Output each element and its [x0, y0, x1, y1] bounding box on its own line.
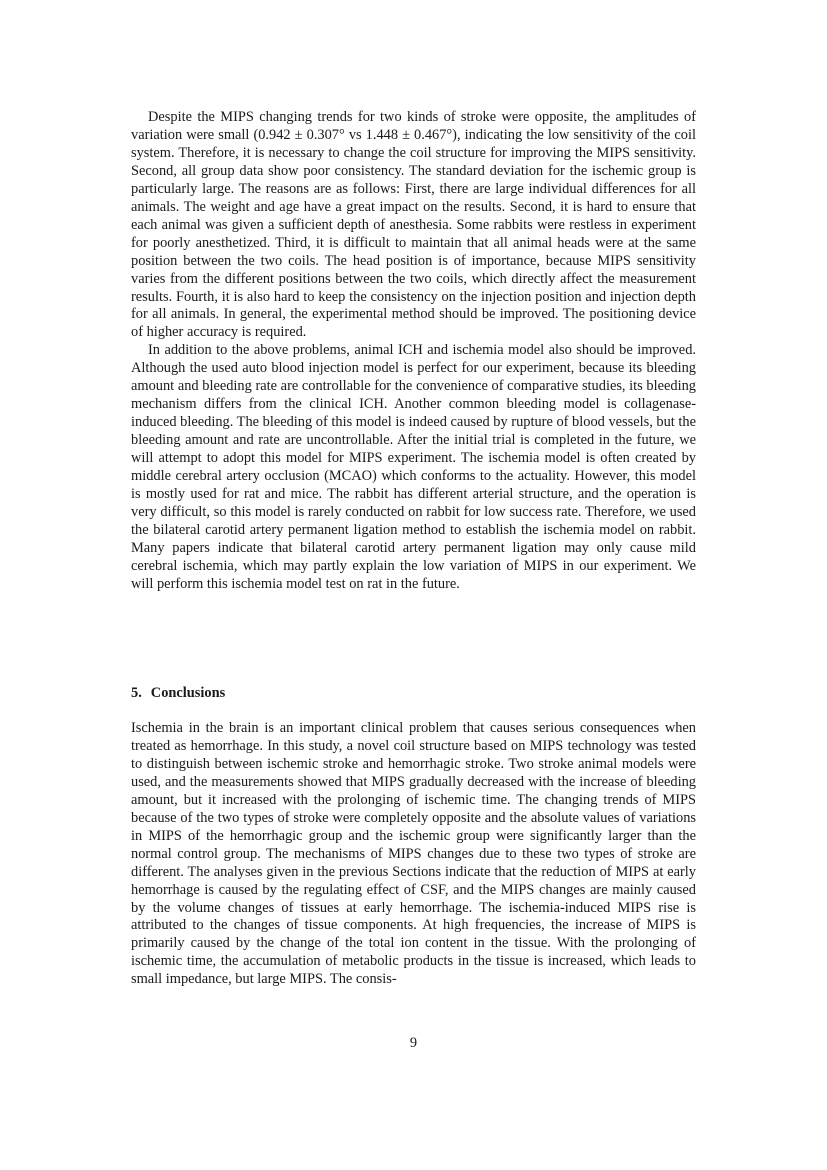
paragraph-conclusions: Ischemia in the brain is an important clinical problem that causes serious consequences when treated as hemorrhage. In this study, a novel coil structure based on MIPS technology was tested to distinguish between ischemic stroke and hemorrhagic stroke. Two stroke animal models were used, and the measurements showed that MIPS gradually decreased with the increase of bleeding amount, but it increased with the prolonging of ischemic time. The changing trends of MIPS because of the two types of stroke were completely opposite and the absolute values of variations in MIPS of the hemorrhagic group and the ischemic group were significantly larger than the normal control group. The mechanisms of MIPS changes due to these two types of stroke are different. The analyses given in the previous Sections indicate that the reduction of MIPS at early hemorrhage is caused by the regulating effect of CSF, and the MIPS changes are mainly caused by the volume changes of tissues at early hemorrhage. The ischemia-induced MIPS rise is attributed to the changes of tissue components. At high frequencies, the increase of MIPS is primarily caused by the change of the total ion content in the tissue. With the prolonging of ischemic time, the accumulation of metabolic products in the tissue is increased, which leads to small impedance, but large MIPS. The consis-: [131, 720, 696, 988]
page-number: 9: [409, 1035, 418, 1051]
paragraph-coil-sensitivity: Despite the MIPS changing trends for two kinds of stroke were opposite, the amplitudes of variation were small (0.942 ± 0.307° vs 1.448 ± 0.467°), indicating the low sensitivity of the coil system. Therefore, it is necessary to change the coil structure for improving the MIPS sensitivity. Second, all group data show poor consistency. The standard deviation for the ischemic group is particularly large. The reasons are as follows: First, there are large individual differences for all animals. The weight and age have a great impact on the results. Second, it is hard to ensure that each animal was given a sufficient depth of anesthesia. Some rabbits were restless in experiment for poorly anesthetized. Third, it is difficult to maintain that all animal heads were at the same position between the two coils. The head position is of importance, because MIPS sensitivity varies from the different positions between the two coils, which directly affect the measurement results. Fourth, it is also hard to keep the consistency on the injection position and injection depth for all animals. In general, the experimental method should be improved. The positioning device of higher accuracy is required.: [131, 109, 696, 341]
discussion-text: [131, 109, 696, 594]
section-heading-conclusions: [131, 684, 225, 702]
section-title: Conclusions: [150, 685, 226, 701]
conclusions-text: [131, 720, 696, 989]
paragraph-animal-models: In addition to the above problems, animal ICH and ischemia model also should be improved. Although the used auto blood injection model is perfect for our experiment, because its bleeding amount and bleeding rate are controllable for the convenience of comparative studies, its bleeding mechanism differs from the clinical ICH. Another common bleeding model is collagenase-induced bleeding. The bleeding of this model is indeed caused by rupture of blood vessels, but the bleeding amount and rate are uncontrollable. After the initial trial is completed in the future, we will attempt to adopt this model for MIPS experiment. The ischemia model is often created by middle cerebral artery occlusion (MCAO) which conforms to the actuality. However, this model is mostly used for rat and mice. The rabbit has different arterial structure, and the operation is very difficult, so this model is rarely conducted on rabbit for low success rate. Therefore, we used the bilateral carotid artery permanent ligation method to establish the ischemia model on rabbit. Many papers indicate that bilateral carotid artery permanent ligation may only cause mild cerebral ischemia, which may partly explain the low variation of MIPS in our experiment. We will perform this ischemia model test on rat in the future.: [131, 342, 696, 592]
section-number: 5.: [131, 685, 142, 701]
